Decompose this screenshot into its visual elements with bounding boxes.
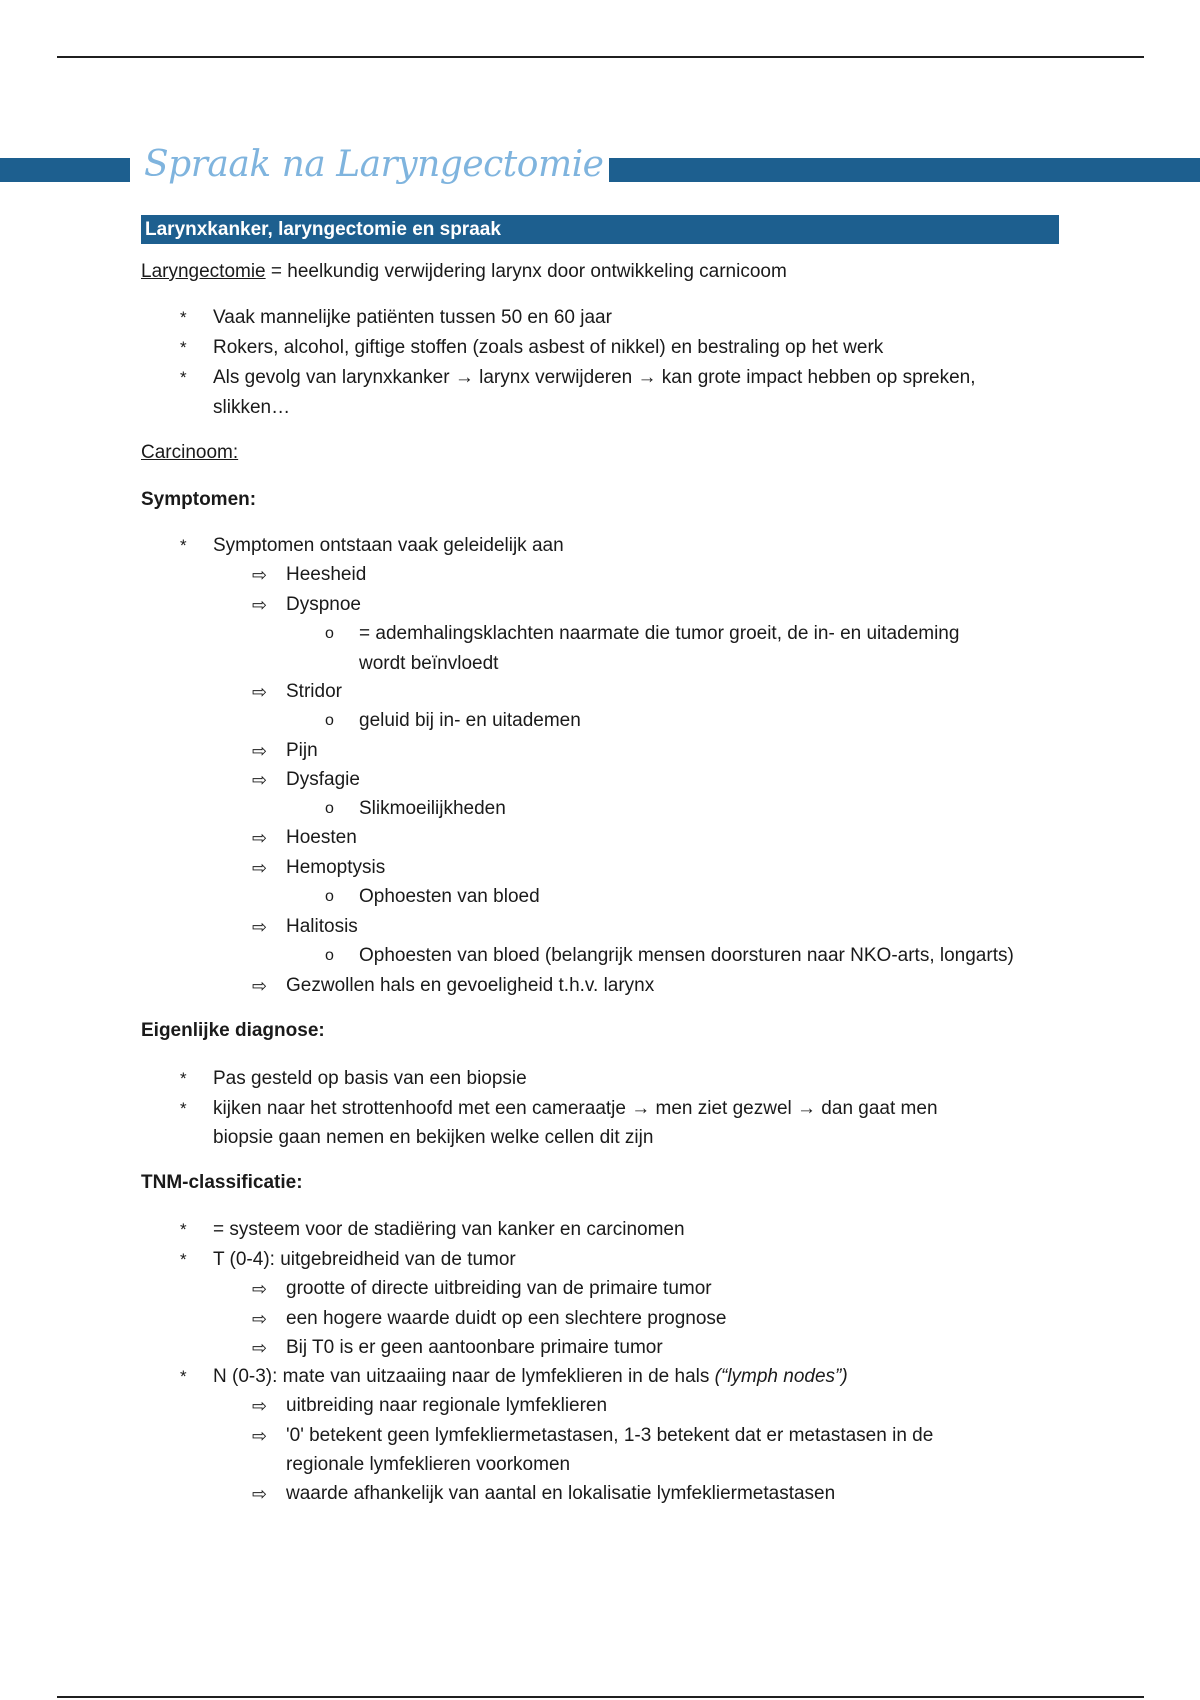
list-item: Rokers, alcohol, giftige stoffen (zoals asbest of nikkel) en bestraling op het werk <box>213 337 884 358</box>
bullet-icon: * <box>180 1069 187 1088</box>
arrow-right-icon: ⇨ <box>252 917 268 937</box>
list-item: Hemoptysis <box>286 857 386 878</box>
arrow-right-icon: ⇨ <box>252 976 268 996</box>
arrow-right-icon: ⇨ <box>252 1279 268 1299</box>
bottom-rule <box>57 1696 1144 1698</box>
intro-term: Laryngectomie <box>141 261 266 282</box>
list-item: Symptomen ontstaan vaak geleidelijk aan <box>213 535 564 556</box>
bullet-icon: * <box>180 368 187 387</box>
intro-line <box>141 260 787 284</box>
list-item: Als gevolg van larynxkanker → larynx verwijderen → kan grote impact hebben op spreken, <box>213 367 976 388</box>
tnm-n-note: (“lymph nodes”) <box>714 1366 848 1387</box>
list-item: waarde afhankelijk van aantal en lokalisatie lymfekliermetastasen <box>286 1483 836 1504</box>
list-item: uitbreiding naar regionale lymfeklieren <box>286 1395 608 1416</box>
list-item: Dysfagie <box>286 769 360 790</box>
carcinoom-heading: Carcinoom: <box>141 442 239 463</box>
bullet-icon: * <box>180 1367 187 1386</box>
list-item: Dyspnoe <box>286 594 361 615</box>
section-header: Larynxkanker, laryngectomie en spraak <box>141 215 1059 244</box>
list-item: Slikmoeilijkheden <box>359 798 506 819</box>
tnm-n-text: N (0-3): mate van uitzaaiing naar de lymfeklieren in de hals <box>213 1366 715 1387</box>
bullet-icon: * <box>180 536 187 555</box>
circle-bullet-icon: o <box>325 800 334 817</box>
title-bar-left <box>0 158 130 182</box>
list-item-continued: regionale lymfeklieren voorkomen <box>286 1454 571 1475</box>
arrow-right-icon: ⇨ <box>252 595 268 615</box>
list-item: Pijn <box>286 740 318 761</box>
arrow-right-icon: ⇨ <box>252 770 268 790</box>
list-item: Bij T0 is er geen aantoonbare primaire tumor <box>286 1337 663 1358</box>
circle-bullet-icon: o <box>325 947 334 964</box>
circle-bullet-icon: o <box>325 712 334 729</box>
circle-bullet-icon: o <box>325 625 334 642</box>
bullet-icon: * <box>180 308 187 327</box>
list-item: '0' betekent geen lymfekliermetastasen, 1-3 betekent dat er metastasen in de <box>286 1425 934 1446</box>
bullet-icon: * <box>180 1250 187 1269</box>
bullet-icon: * <box>180 1099 187 1118</box>
arrow-right-icon: ⇨ <box>252 1338 268 1358</box>
arrow-right-icon: ⇨ <box>252 828 268 848</box>
arrow-right-icon: ⇨ <box>252 1396 268 1416</box>
list-item: Gezwollen hals en gevoeligheid t.h.v. larynx <box>286 975 655 996</box>
list-item: Pas gesteld op basis van een biopsie <box>213 1068 527 1089</box>
list-item: een hogere waarde duidt op een slechtere prognose <box>286 1308 727 1329</box>
bullet-icon: * <box>180 338 187 357</box>
list-item: Ophoesten van bloed <box>359 886 540 907</box>
list-item: Vaak mannelijke patiënten tussen 50 en 60 jaar <box>213 307 612 328</box>
arrow-right-icon: ⇨ <box>252 1484 268 1504</box>
list-item: kijken naar het strottenhoofd met een cameraatje → men ziet gezwel → dan gaat men <box>213 1098 938 1119</box>
intro-definition: = heelkundig verwijdering larynx door ontwikkeling carnicoom <box>265 261 787 282</box>
circle-bullet-icon: o <box>325 888 334 905</box>
list-item: T (0-4): uitgebreidheid van de tumor <box>213 1249 516 1270</box>
list-item <box>213 1365 848 1389</box>
arrow-right-icon: ⇨ <box>252 741 268 761</box>
tnm-heading: TNM-classificatie: <box>141 1172 303 1193</box>
list-item-continued: slikken… <box>213 397 291 418</box>
bullet-icon: * <box>180 1220 187 1239</box>
diagnose-heading: Eigenlijke diagnose: <box>141 1020 325 1041</box>
list-item-continued: wordt beïnvloedt <box>359 653 499 674</box>
list-item-continued: biopsie gaan nemen en bekijken welke cellen dit zijn <box>213 1127 654 1148</box>
list-item: Ophoesten van bloed (belangrijk mensen doorsturen naar NKO-arts, longarts) <box>359 945 1014 966</box>
list-item: Hoesten <box>286 827 357 848</box>
list-item: = ademhalingsklachten naarmate die tumor groeit, de in- en uitademing <box>359 623 960 644</box>
arrow-right-icon: ⇨ <box>252 1426 268 1446</box>
list-item: grootte of directe uitbreiding van de primaire tumor <box>286 1278 712 1299</box>
list-item: Heesheid <box>286 564 367 585</box>
list-item: Stridor <box>286 681 342 702</box>
top-rule <box>57 56 1144 58</box>
page-title: Spraak na Laryngectomie <box>138 140 609 190</box>
arrow-right-icon: ⇨ <box>252 1309 268 1329</box>
list-item: = systeem voor de stadiëring van kanker en carcinomen <box>213 1219 685 1240</box>
arrow-right-icon: ⇨ <box>252 565 268 585</box>
list-item: Halitosis <box>286 916 358 937</box>
arrow-right-icon: ⇨ <box>252 858 268 878</box>
symptomen-heading: Symptomen: <box>141 489 257 510</box>
arrow-right-icon: ⇨ <box>252 682 268 702</box>
list-item: geluid bij in- en uitademen <box>359 710 581 731</box>
